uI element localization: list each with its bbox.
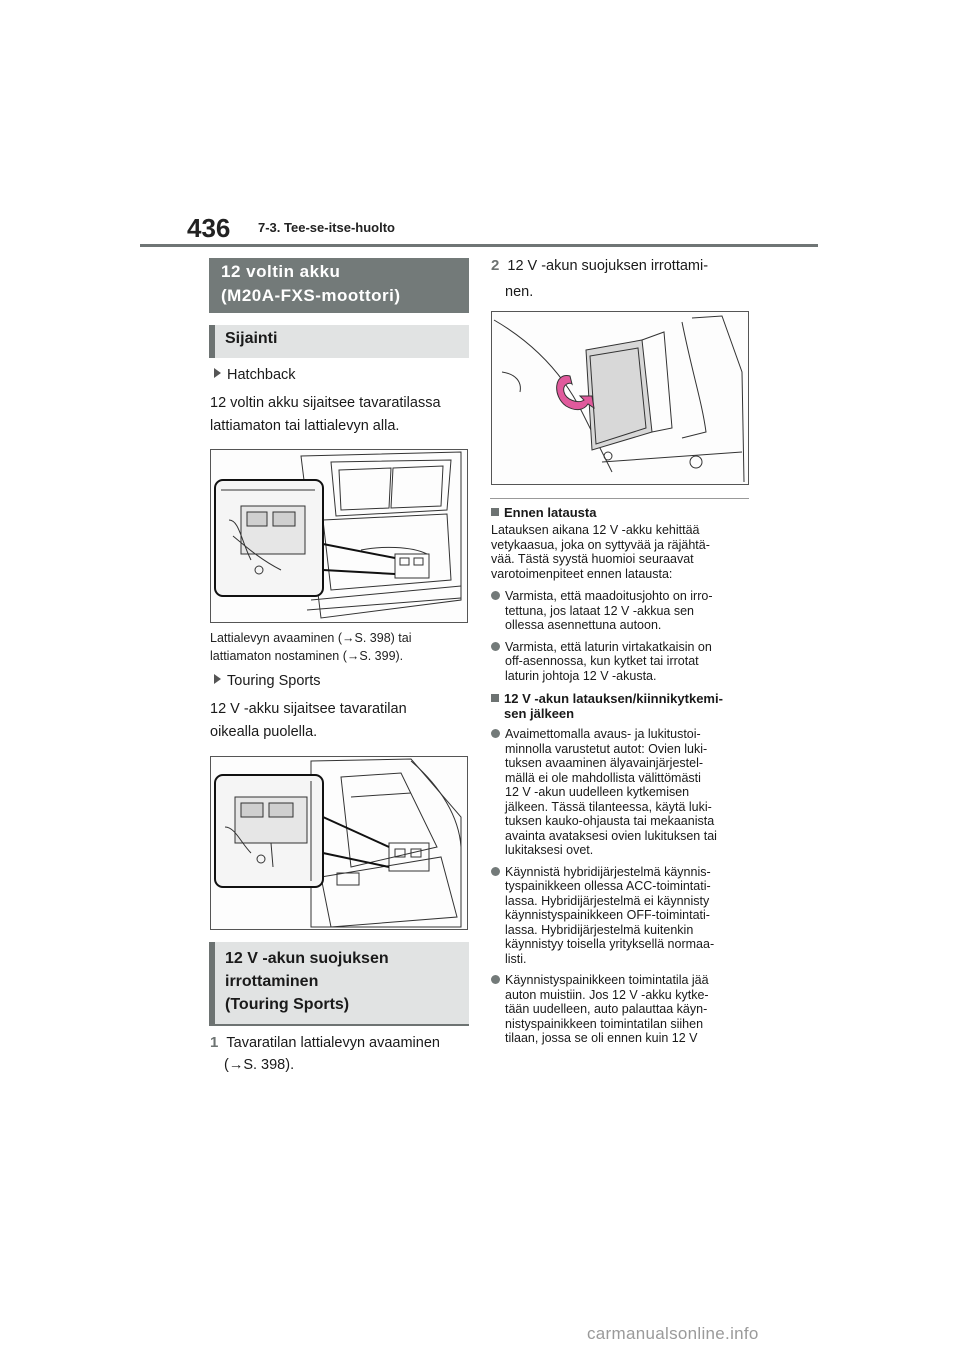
bullet-hybrid-start: Käynnistä hybridijärjestelmä käynnis- tyspainikkeen ollessa ACC-toimintati- lassa. Hybridijärjestelmä ei käynnisty käynnistyspainikkeen OFF-toimintati- lassa. Hybridijärjestelmä kuitenkin käynnistyy toisella yrityksellä normaa- listi. [491,865,751,967]
note1-line: Latauksen aikana 12 V -akku kehittää [491,523,700,537]
subsection2-line2: irrottaminen [225,973,319,990]
hatchback-label: Hatchback [227,367,296,383]
bullet-charger-switch: Varmista, että laturin virtakatkaisin on off-asennossa, kun kytket tai irrotat laturin johtoja 12 V -akusta. [491,640,751,684]
touring-label: Touring Sports [227,673,321,689]
subsection-heading-cover-removal [209,942,469,1024]
section-title-line1: 12 voltin akku [221,262,341,281]
circle-bullet-icon [491,591,500,600]
circle-bullet-icon [491,975,500,984]
hatchback-text-line2: lattiamaton tai lattialevyn alla. [210,418,400,434]
note-divider [490,498,749,499]
touring-trunk-illustration [211,757,467,929]
cover-removal-illustration [492,312,748,484]
section-title-line2: (M20A-FXS-moottori) [221,286,401,305]
circle-bullet-icon [491,729,500,738]
square-bullet-icon [491,508,499,516]
triangle-bullet-icon [214,674,221,684]
circle-bullet-icon [491,642,500,651]
note-before-charging-title: Ennen latausta [491,505,751,520]
step-2 [491,255,708,303]
breadcrumb: 7-3. Tee-se-itse-huolto [258,220,396,235]
touring-battery-figure [210,756,468,930]
step-2-number: 2 [491,257,500,274]
hatchback-text-line1: 12 voltin akku sijaitsee tavaratilassa [210,395,441,411]
subsection2-line1: 12 V -akun suojuksen [225,950,389,967]
subsection2-line3: (Touring Sports) [225,996,350,1013]
notes-column [491,505,751,1046]
bullet-ground-cable: Varmista, että maadoitusjohto on irro- tettuna, jos lataat 12 V -akkua sen ollessa asennettuna autoon. [491,589,751,633]
hatchback-label-row [214,367,296,383]
hatchback-caption-line2: lattiamaton nostaminen (→S. 399). [210,649,404,663]
subsection-rule [209,1024,469,1026]
page-number: 436 [187,213,231,243]
step-1-line2: (→S. 398). [224,1057,295,1073]
section-heading [209,258,469,313]
step-1-line1: Tavaratilan lattialevyn avaaminen [226,1035,440,1051]
step-2-line1: 12 V -akun suojuksen irrottami- [507,258,709,274]
note1-line: vetykaasua, joka on syttyvää ja räjähtä- [491,537,710,552]
header-rule [140,244,818,247]
bullet-smart-key: Avaimettomalla avaus- ja lukitustoi- minnolla varustetut autot: Ovien luki- tuksen avaaminen älyavainjärjestel- mällä ei ole mahdollista välittömästi 12 V -akun uudelleen kytkemisen jälkeen. Tässä tilanteessa, käytä luki- tuksen kauko-ohjausta tai mekaanista avainta avataksesi ovien lukituksen tai lukitaksesi ovet. [491,727,751,858]
touring-text [210,698,407,744]
hatchback-trunk-illustration [211,450,467,622]
note1-line: varotoimenpiteet ennen latausta: [491,566,673,581]
subsection-heading-location: Sijainti [209,325,469,358]
bullet-power-mode-memory: Käynnistyspainikkeen toimintatila jää auton muistiin. Jos 12 V -akku kytke- tään uudelleen, auto palauttaa käyn- nistyspainikkeen toimintatilan siihen tilaan, jossa se oli ennen kuin 12 V [491,973,751,1046]
hatchback-caption [210,629,412,665]
hatchback-text [210,392,441,438]
note-before-charging-text [491,523,751,581]
triangle-bullet-icon [214,368,221,378]
hatchback-caption-line1: Lattialevyn avaaminen (→S. 398) tai [210,631,412,645]
square-bullet-icon [491,694,499,702]
step-1-number: 1 [210,1034,219,1051]
watermark: carmanualsonline.info [587,1324,759,1343]
touring-label-row [214,673,321,689]
note1-line: vää. Tästä syystä huomioi seuraavat [491,552,694,566]
circle-bullet-icon [491,867,500,876]
note-after-charging-title: 12 V -akun latauksen/kiinnikytkemi- sen jälkeen [491,691,751,721]
step-1 [210,1032,440,1076]
touring-text-line1: 12 V -akku sijaitsee tavaratilan [210,701,407,717]
cover-removal-figure [491,311,749,485]
step-2-line2: nen. [505,284,534,300]
hatchback-battery-figure [210,449,468,623]
touring-text-line2: oikealla puolella. [210,724,318,740]
